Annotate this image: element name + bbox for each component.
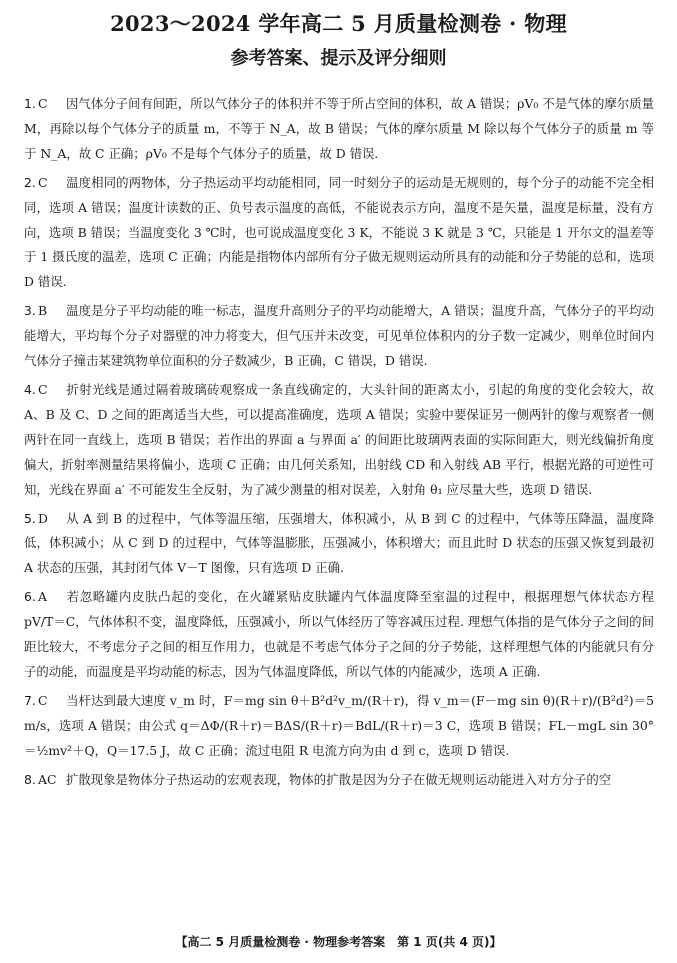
answer-item-2 [24,171,654,296]
answer-item-3 [24,299,654,374]
answer-item-1 [24,92,654,167]
item-explanation: 因气体分子间有间距，所以气体分子的体积并不等于所占空间的体积，故 A 错误；ρV₀ 不是气体的摩尔质量 M，再除以每个气体分子的质量 m，不等于 N_A，故 B 错误；气体的摩尔质量 M 除以每个气体分子的质量 m 等于 N_A，故 C 正确；ρV₀ 不是每个气体分子的质量，故 D 错误. [24,96,654,161]
item-answer: C [38,692,48,708]
item-explanation: 折射光线是通过隔着玻璃砖观察成一条直线确定的，大头针间的距离太小，引起的角度的变化会较大，故 A、B 及 C、D 之间的距离适当大些，可以提高准确度，选项 A 错误；实验中要保证另一侧两针的像与观察者一侧两针在同一直线上，选项 B 错误；若作出的界面 a 与界面 a′ 的间距比玻璃两表面的实际间距大，则光线偏折角度偏大，折射率测量结果将偏小，选项 C 正确；由几何关系知，出射线 CD 和入射线 AB 平行，根据光路的可逆性可知，光线在界面 a′ 不可能发生全反射，为了减少测量的相对误差，入射角 θ₁ 应尽量大些，选项 D 错误. [24,381,654,497]
item-answer: B [38,303,48,319]
item-explanation: 当杆达到最大速度 v_m 时，F＝mg sin θ＋B²d²v_m/(R＋r)，得 v_m＝(F－mg sin θ)(R＋r)/(B²d²)＝5 m/s，选项 A 错误；由公式 q＝ΔΦ/(R＋r)＝BΔS/(R＋r)＝BdL/(R＋r)＝3 C，选项 B 错误；FL－mgL sin 30°＝½mv²＋Q，Q＝17.5 J，故 C 正确；流过电阻 R 电流方向为由 d 到 c，选项 D 错误. [24,692,654,758]
item-explanation: 温度是分子平均动能的唯一标志，温度升高则分子的平均动能增大，A 错误；温度升高，气体分子的平均动能增大，平均每个分子对器壁的冲力将变大，但气压并未改变，可见单位体积内的分子数一定减少，则单位时间内气体分子撞击某建筑物单位面积的分子数减少，B 正确，C 错误，D 错误. [24,303,654,369]
item-number: 7. [24,692,36,708]
answer-item-4 [24,378,654,503]
page-title: 2023～2024 学年高二 5 月质量检测卷 · 物理 [110,11,567,36]
item-explanation: 温度相同的两物体，分子热运动平均动能相同，同一时刻分子的运动是无规则的，每个分子的动能不完全相同，选项 A 错误；温度计读数的正、负号表示温度的高低，不能说表示方向，温度不是矢量，温度是标量，没有方向，选项 B 错误；当温度变化 3 ℃时，也可说成温度变化 3 K，不能说 3 K 就是 3 ℃，只能是 1 开尔文的温差等于 1 摄氏度的温差，选项 C 正确；内能是指物体内部所有分子做无规则运动所具有的动能和分子势能的总和，选项 D 错误. [24,174,654,290]
item-answer: D [38,510,48,526]
answer-item-8 [24,768,654,793]
item-explanation: 扩散现象是物体分子热运动的宏观表现，物体的扩散是因为分子在做无规则运动能进入对方分子的空 [66,771,612,787]
item-number: 3. [24,303,36,319]
answer-item-6 [24,585,654,685]
item-number: 6. [24,589,36,605]
item-number: 8. [24,771,36,787]
item-number: 1. [24,96,36,111]
item-answer: A [38,589,47,605]
page-footer: 【高二 5 月质量检测卷 · 物理参考答案 第 1 页(共 4 页)】 [175,935,502,949]
item-explanation: 若忽略罐内皮肤凸起的变化，在火罐紧贴皮肤罐内气体温度降至室温的过程中，根据理想气体状态方程 pV/T＝C，气体体积不变，温度降低，压强减小，所以气体经历了等容减压过程. 理想气体指的是气体分子之间的间距比较大，不考虑分子之间的相互作用力，也就是不考虑气体分子之间的分子势能，这样理想气体的内能就只有分子的动能，而温度是平均动能的标志，因为气体温度降低，所以气体的内能减少，选项 A 正确. [24,589,654,679]
answer-item-5 [24,507,654,582]
item-number: 2. [24,174,36,190]
item-answer: C [38,96,48,111]
answer-item-7 [24,689,654,764]
item-answer: AC [38,771,57,787]
answer-list [24,92,654,796]
page-subtitle: 参考答案、提示及评分细则 [230,48,447,69]
item-answer: C [38,174,48,190]
item-answer: C [38,381,48,397]
item-explanation: 从 A 到 B 的过程中，气体等温压缩，压强增大，体积减小，从 B 到 C 的过程中，气体等压降温，温度降低，体积减小；从 C 到 D 的过程中，气体等温膨胀，压强减小，体积增大；而且此时 D 状态的压强又恢复到最初 A 状态的压强，其封闭气体 V－T 图像，只有选项 D 正确. [24,510,654,576]
item-number: 5. [24,510,36,526]
item-number: 4. [24,381,36,397]
